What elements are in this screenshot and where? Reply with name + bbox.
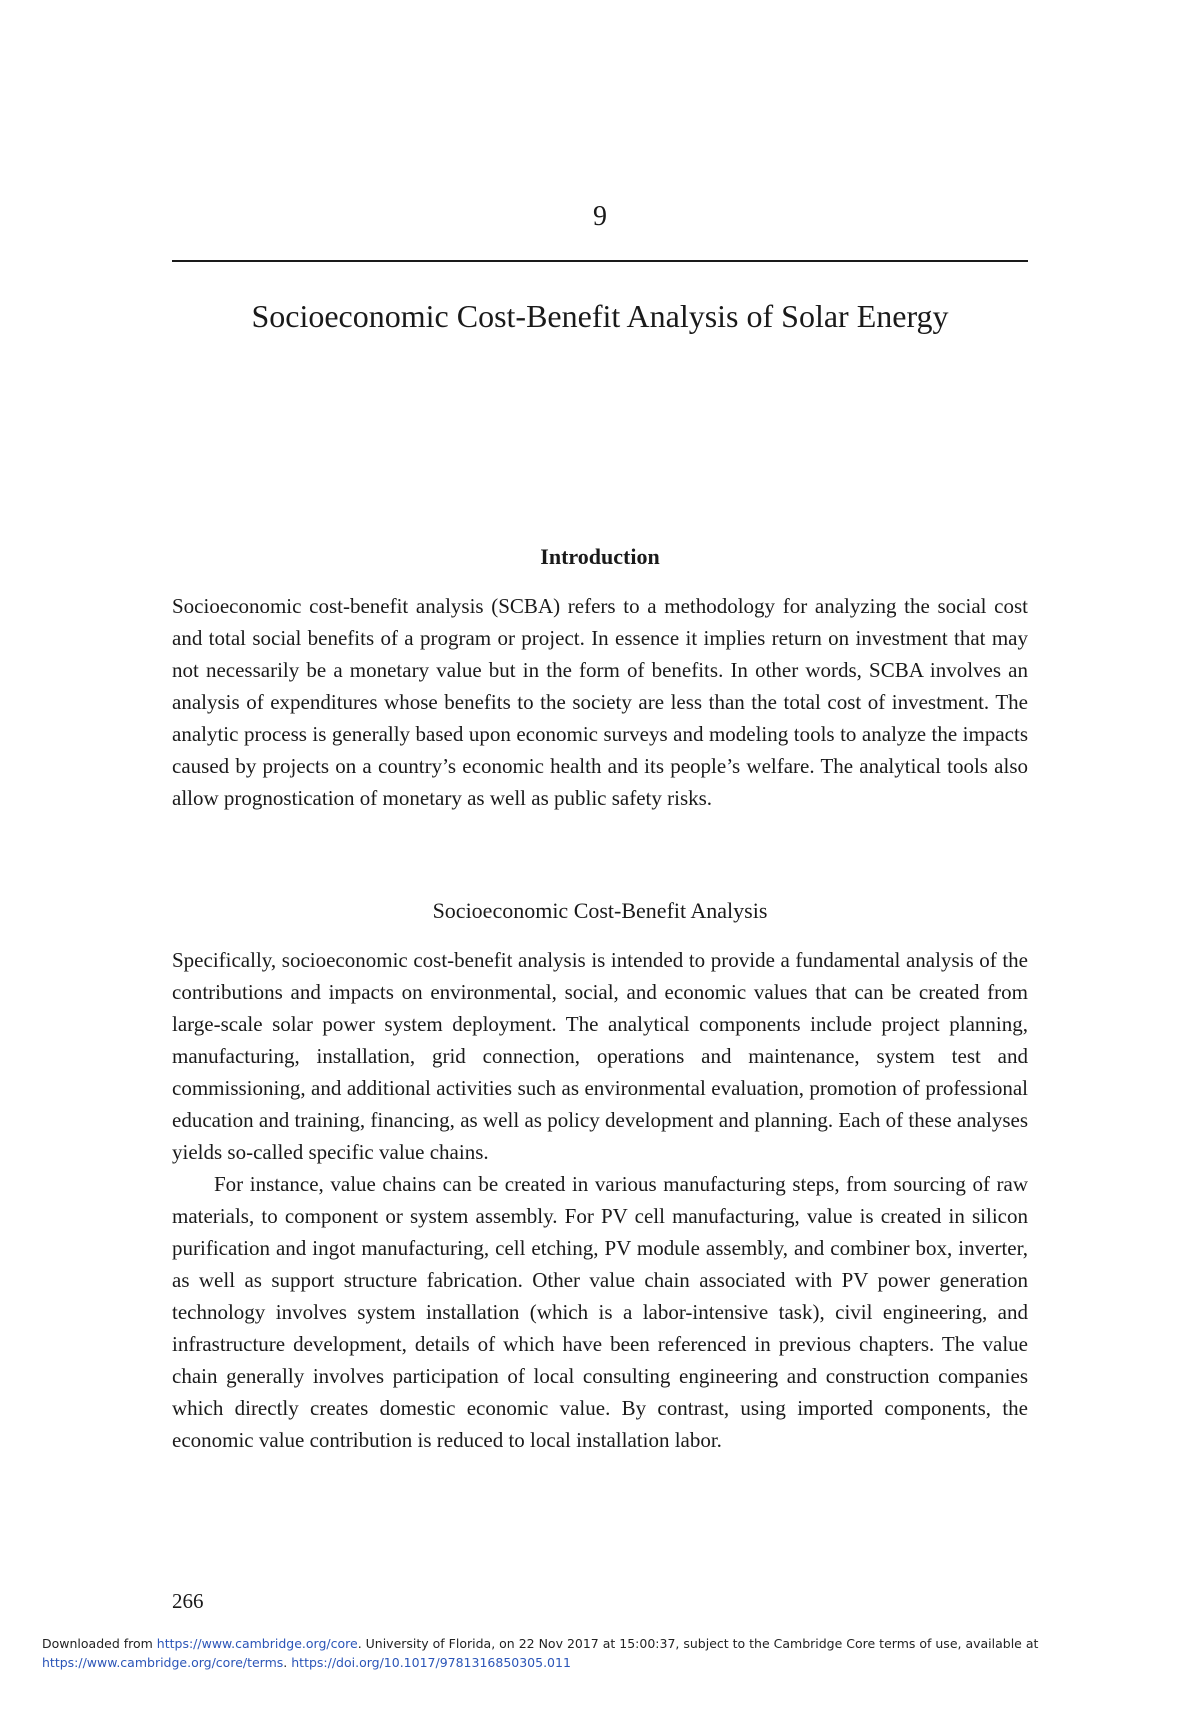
terms-link[interactable]: https://www.cambridge.org/core/terms <box>42 1655 284 1670</box>
paragraph: Specifically, socioeconomic cost-benefit analysis is intended to provide a fundamental analysis of the contributions and impacts on environmental, social, and economic values that can be created from large-scale solar power system deployment. The analytical components include project planning, manufacturing, installation, grid connection, operations and maintenance, system test and commissioning, and additional activities such as environmental evaluation, promotion of professional education and training, financing, as well as policy development and planning. Each of these analyses yields so-called specific value chains. <box>172 948 1028 1164</box>
footer-middle-text: . University of Florida, on 22 Nov 2017 at 15:00:37, subject to the Cambridge Core terms of use, available at <box>357 1636 1039 1651</box>
download-footer <box>42 1634 1162 1672</box>
doi-link[interactable]: https://doi.org/10.1017/9781316850305.011 <box>291 1655 571 1670</box>
chapter-number: 9 <box>593 201 607 232</box>
section-heading-introduction: Introduction <box>540 544 660 569</box>
core-link[interactable]: https://www.cambridge.org/core <box>156 1636 358 1651</box>
chapter-title: Socioeconomic Cost-Benefit Analysis of Solar Energy <box>251 298 949 334</box>
paragraph: Socioeconomic cost-benefit analysis (SCBA) refers to a methodology for analyzing the social cost and total social benefits of a program or project. In essence it implies return on investment that may not necessarily be a monetary value but in the form of benefits. In other words, SCBA involves an analysis of expenditures whose benefits to the society are less than the total cost of investment. The analytic process is generally based upon economic surveys and modeling tools to analyze the impacts caused by projects on a country’s economic health and its people’s welfare. The analytical tools also allow prognostication of monetary as well as public safety risks. <box>172 594 1028 810</box>
footer-separator: . <box>283 1655 292 1670</box>
paragraph: For instance, value chains can be created in various manufacturing steps, from sourcing of raw materials, to component or system assembly. For PV cell manufacturing, value is created in silicon purification and ingot manufacturing, cell etching, PV module assembly, and combiner box, inverter, as well as support structure fabrication. Other value chain associated with PV power generation technology involves system installation (which is a labor-intensive task), civil engineering, and infrastructure development, details of which have been referenced in previous chapters. The value chain generally involves participation of local consulting engineering and construction companies which directly creates domestic economic value. By contrast, using imported components, the economic value contribution is reduced to local installation labor. <box>172 1172 1028 1452</box>
chapter-divider <box>172 260 1028 262</box>
section-body-scba <box>172 944 1028 1456</box>
section-body-introduction <box>172 590 1028 814</box>
footer-prefix: Downloaded from <box>42 1636 157 1651</box>
page-number: 266 <box>172 1589 204 1613</box>
section-heading-scba: Socioeconomic Cost-Benefit Analysis <box>432 898 768 923</box>
